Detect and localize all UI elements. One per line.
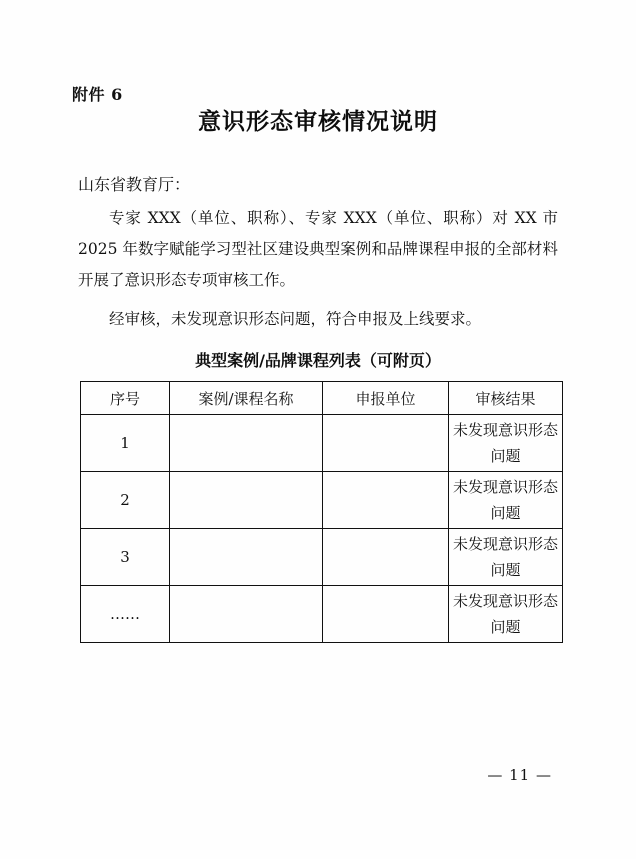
column-header-name: 案例/课程名称 (170, 382, 323, 415)
paragraph-2: 经审核，未发现意识形态问题，符合申报及上线要求。 (109, 310, 482, 328)
column-header-result: 审核结果 (449, 382, 563, 415)
cell-no: 3 (81, 529, 170, 586)
cell-unit (323, 415, 449, 472)
body-text (78, 203, 558, 335)
cell-result: 未发现意识形态问题 (449, 415, 563, 472)
cell-unit (323, 529, 449, 586)
cell-name (170, 529, 323, 586)
cell-name (170, 472, 323, 529)
cell-no: …… (81, 586, 170, 643)
cell-result: 未发现意识形态问题 (449, 586, 563, 643)
attachment-label: 附件 6 (72, 85, 123, 104)
column-header-unit: 申报单位 (323, 382, 449, 415)
page-number: — 11 — (487, 766, 552, 784)
case-course-table (80, 381, 563, 643)
column-header-no: 序号 (81, 382, 170, 415)
table-row (81, 472, 563, 529)
cell-unit (323, 586, 449, 643)
table-header-row (81, 382, 563, 415)
page-title: 意识形态审核情况说明 (198, 108, 438, 135)
table-row (81, 415, 563, 472)
table-caption: 典型案例/品牌课程列表（可附页） (195, 351, 441, 370)
paragraph-1: 专家 XXX（单位、职称）、专家 XXX（单位、职称）对 XX 市 2025 年数字赋能学习型社区建设典型案例和品牌课程申报的全部材料开展了意识形态专项审核工作。 (78, 209, 558, 289)
cell-result: 未发现意识形态问题 (449, 472, 563, 529)
cell-no: 1 (81, 415, 170, 472)
cell-name (170, 415, 323, 472)
cell-no: 2 (81, 472, 170, 529)
cell-unit (323, 472, 449, 529)
table-row (81, 586, 563, 643)
recipient-line: 山东省教育厅： (78, 175, 191, 194)
cell-result: 未发现意识形态问题 (449, 529, 563, 586)
cell-name (170, 586, 323, 643)
table-row (81, 529, 563, 586)
